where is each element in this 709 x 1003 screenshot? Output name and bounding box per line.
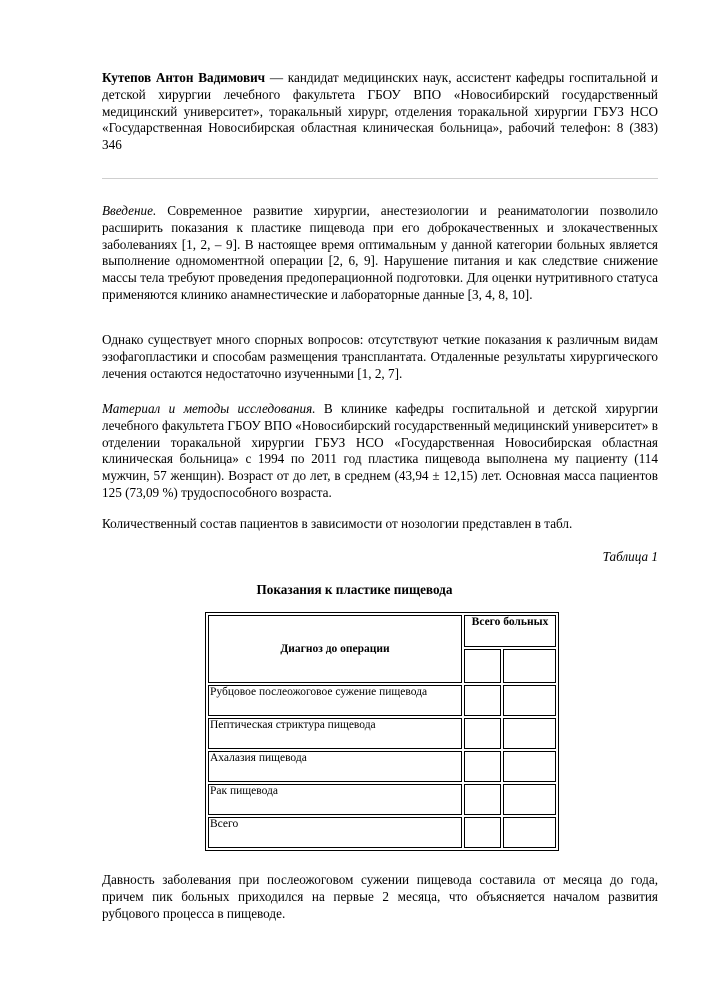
author-bio: — кандидат медицинских наук, ассистент кафедры госпитальной и детской хирургии лечебного факультета ГБОУ ВПО «Новосибирский государственный медицинский университет», торакальный хирург, отделения торакальной хирургии ГБУЗ НСО «Государственная Новосибирская областная клиническая больница», рабочий телефон: 8 (383) 346 (102, 70, 658, 153)
paragraph-2: Однако существует много спорных вопросов: отсутствуют четкие показания к различным видам эзофагопластики и способам размещения трансплантата. Отдаленные результаты хирургического лечения остаются недостаточно изученными [1, 2, 7]. (102, 332, 658, 381)
row-label: Всего (208, 817, 462, 848)
indications-table (205, 612, 559, 851)
row-label: Ахалазия пищевода (208, 751, 462, 782)
intro-text: Современное развитие хирургии, анестезиологии и реаниматологии позволило расширить показания к пластике пищевода при его доброкачественных и злокачественных заболеваниях [1, 2, – 9]. В настоящее время оптимальным у данной категории больных является выполнение одномоментной операции [2, 6, 9]. Нарушение питания и как следствие снижение массы тела требуют проведения предоперационной подготовки. Для оценки нутритивного статуса применяются клинико анамнестические и лабораторные данные [3, 4, 8, 10]. (102, 203, 658, 302)
author-name: Кутепов Антон Вадимович (102, 70, 266, 85)
table-row (208, 751, 556, 782)
row-value-2 (503, 685, 556, 716)
row-value-2 (503, 817, 556, 848)
paragraph-5: Давность заболевания при послеожоговом сужении пищевода составила от месяца до года, причем пик больных приходился на первые 2 месяца, что объясняется началом развития рубцового процесса в пищеводе. (102, 872, 658, 921)
divider (102, 178, 658, 179)
table-caption: Таблица 1 (602, 549, 658, 564)
row-value-2 (503, 718, 556, 749)
subheader-cell-2 (503, 649, 556, 683)
row-label: Пептическая стриктура пищевода (208, 718, 462, 749)
row-value-2 (503, 751, 556, 782)
methods-text: В клинике кафедры госпитальной и детской хирургии лечебного факультета ГБОУ ВПО «Новосибирский государственный медицинский университет» в отделении торакальной хирургии ГБУЗ НСО «Государственная Новосибирская областная клиническая больница» с 1994 по 2011 год пластика пищевода выполнена му пациенту (114 мужчин, 57 женщин). Возраст от до лет, в среднем (43,94 ± 12,15) лет. Основная масса пациентов 125 (73,09 %) трудоспособного возраста. (102, 401, 658, 500)
header-total: Всего больных (464, 615, 556, 647)
author-info (102, 70, 658, 154)
table-row (208, 718, 556, 749)
paragraph-4: Количественный состав пациентов в зависимости от нозологии представлен в табл. (102, 516, 573, 531)
methods-label: Материал и методы исследования. (102, 401, 316, 416)
table-row (208, 784, 556, 815)
table-title: Показания к пластике пищевода (256, 582, 453, 597)
row-label: Рак пищевода (208, 784, 462, 815)
row-value-2 (503, 784, 556, 815)
row-value-1 (464, 685, 501, 716)
row-value-1 (464, 817, 501, 848)
row-value-1 (464, 784, 501, 815)
row-value-1 (464, 751, 501, 782)
methods-paragraph (102, 401, 658, 502)
table-header-row (208, 615, 556, 647)
table-row (208, 685, 556, 716)
row-label: Рубцовое послеожоговое сужение пищевода (208, 685, 462, 716)
intro-paragraph (102, 203, 658, 304)
header-diagnosis: Диагноз до операции (208, 615, 462, 683)
subheader-cell-1 (464, 649, 501, 683)
intro-label: Введение. (102, 203, 157, 218)
row-value-1 (464, 718, 501, 749)
table-row (208, 817, 556, 848)
